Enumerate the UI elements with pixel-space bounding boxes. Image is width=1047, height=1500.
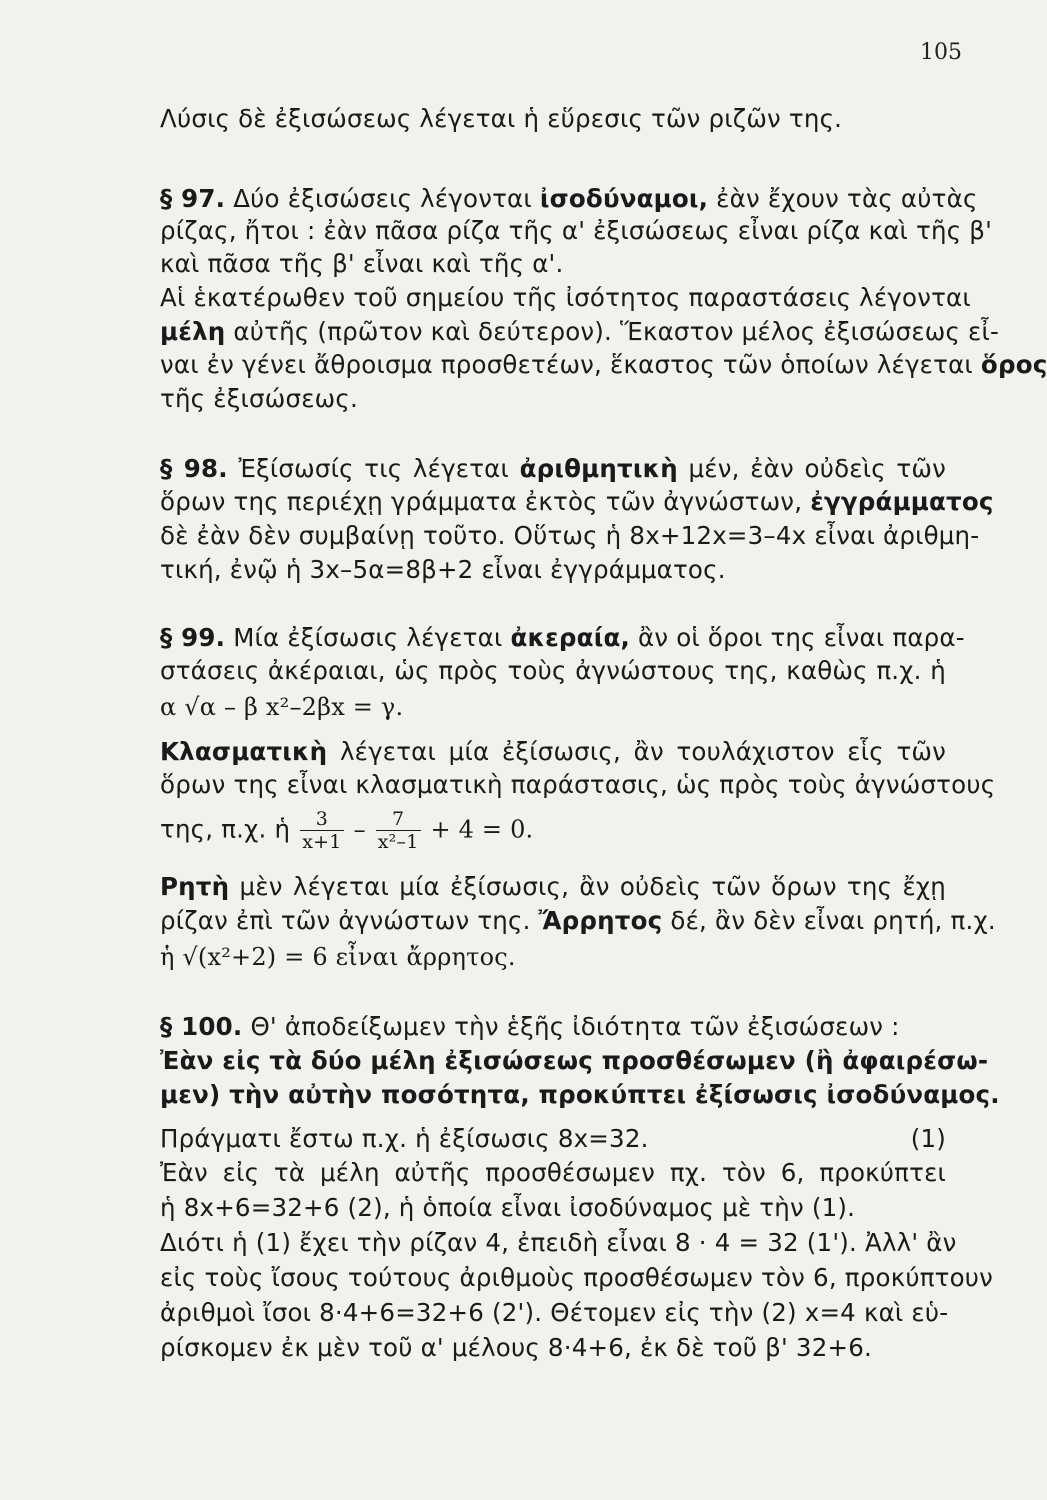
text-line	[160, 737, 946, 767]
fraction-numerator: 3	[315, 808, 329, 830]
text-line: ἀριθμοὶ ἴσοι 8·4+6=32+6 (2'). Θέτομεν εἰς τὴν (2) x=4 καὶ εὑ-	[160, 1298, 949, 1327]
text-span: ἐὰν ἔχουν τὰς αὐτὰς	[716, 184, 978, 213]
theorem-line: Ἐὰν εἰς τὰ δύο μέλη ἐξισώσεως προσθέσωμεν (ἢ ἀφαιρέσω-	[160, 1046, 989, 1075]
text-line	[160, 487, 994, 517]
term-bold: ἰσοδύναμοι,	[539, 184, 709, 213]
text-line: στάσεις ἀκέραιαι, ὡς πρὸς τοὺς ἀγνώστους της, καθὼς π.χ. ἡ	[160, 656, 946, 685]
text-span: δέ, ἂν δὲν εἶναι ρητή, π.χ.	[670, 906, 996, 935]
term-bold: ἀκεραία,	[510, 623, 630, 652]
term-bold: Κλασματικὴ	[160, 737, 328, 766]
text-line	[160, 317, 1000, 347]
fraction	[376, 808, 421, 853]
equation-line: ἡ √(x²+2) = 6 εἶναι ἄρρητος.	[160, 943, 516, 971]
section-marker: § 98.	[160, 454, 228, 483]
text-line	[160, 350, 1047, 380]
text-span: Μία ἐξίσωσις λέγεται	[233, 623, 503, 652]
text-line: ρίσκομεν ἐκ μὲν τοῦ α' μέλους 8·4+6, ἐκ δὲ τοῦ β' 32+6.	[160, 1333, 873, 1362]
text-span: Θ' ἀποδείξωμεν τὴν ἑξῆς ἰδιότητα τῶν ἐξισώσεων :	[250, 1012, 900, 1041]
section-marker: § 97.	[160, 184, 226, 213]
equation-tag: (1)	[910, 1124, 946, 1153]
text-line	[160, 184, 978, 214]
text-line: εἰς τοὺς ἴσους τούτους ἀριθμοὺς προσθέσωμεν τὸν 6, προκύπτουν	[160, 1263, 994, 1292]
term-bold: ὅρος	[980, 350, 1047, 379]
minus-sign: –	[353, 815, 366, 844]
text-span: μὲν λέγεται μία ἐξίσωσις, ἂν οὐδεὶς τῶν ὅρων της ἔχῃ	[239, 872, 946, 901]
equation-line	[160, 808, 946, 868]
text-line	[160, 872, 946, 902]
text-span: ὅρων της περιέχῃ γράμματα ἐκτὸς τῶν ἀγνώστων,	[160, 487, 803, 516]
term-bold: Ἄρρητος	[538, 906, 663, 935]
term-bold: μέλη	[160, 317, 226, 346]
text-span: της, π.χ. ἡ	[160, 814, 291, 844]
text-line	[160, 623, 965, 653]
text-span: Πράγματι ἔστω π.χ. ἡ ἐξίσωσις 8x=32.	[160, 1124, 649, 1153]
fraction-denominator: x+1	[302, 831, 342, 853]
text-line: Αἱ ἑκατέρωθεν τοῦ σημείου τῆς ἰσότητος παραστάσεις λέγονται	[160, 283, 971, 312]
text-line	[160, 1124, 946, 1154]
text-span: ναι ἐν γένει ἄθροισμα προσθετέων, ἕκαστος τῶν ὁποίων λέγεται	[160, 350, 973, 379]
text-line: τική, ἐνῷ ἡ 3x–5α=8β+2 εἶναι ἐγγράμματος.	[160, 555, 726, 584]
text-line: τῆς ἐξισώσεως.	[160, 384, 358, 413]
text-span: λέγεται μία ἐξίσωσις, ἂν τουλάχιστον εἷς τῶν	[339, 737, 946, 766]
page-number: 105	[920, 40, 962, 65]
term-bold: Ρητὴ	[160, 872, 230, 901]
term-bold: ἀριθμητικὴ	[519, 454, 678, 483]
text-line: ἡ 8x+6=32+6 (2), ἡ ὁποία εἶναι ἰσοδύναμος μὲ τὴν (1).	[160, 1193, 856, 1222]
text-line: Ἐὰν εἰς τὰ μέλη αὐτῆς προσθέσωμεν πχ. τὸν 6, προκύπτει	[160, 1158, 946, 1187]
text-line: Λύσις δὲ ἐξισώσεως λέγεται ἡ εὕρεσις τῶν ριζῶν της.	[160, 104, 843, 133]
text-line	[160, 1012, 946, 1042]
equation-line: α √α – β x²–2βx = γ.	[160, 693, 404, 721]
text-span: μέν, ἐὰν οὐδεὶς τῶν	[688, 454, 946, 483]
text-span: ἂν οἱ ὅροι της εἶναι παρα-	[637, 623, 965, 652]
fraction-denominator: x²–1	[377, 831, 419, 853]
text-line: δὲ ἐὰν δὲν συμβαίνῃ τοῦτο. Οὕτως ἡ 8x+12x=3–4x εἶναι ἀριθμη-	[160, 521, 980, 550]
fraction	[300, 808, 343, 853]
fraction-numerator: 7	[391, 808, 405, 830]
theorem-line: μεν) τὴν αὐτὴν ποσότητα, προκύπτει ἐξίσωσις ἰσοδύναμος.	[160, 1080, 1000, 1109]
text-line	[160, 906, 996, 936]
text-line: Διότι ἡ (1) ἔχει τὴν ρίζαν 4, ἐπειδὴ εἶναι 8 · 4 = 32 (1'). Ἀλλ' ἂν	[160, 1228, 957, 1257]
section-marker: § 99.	[160, 623, 226, 652]
text-span: ρίζαν ἐπὶ τῶν ἀγνώστων της.	[160, 906, 531, 935]
section-marker: § 100.	[160, 1012, 243, 1041]
text-span: Δύο ἐξισώσεις λέγονται	[233, 184, 532, 213]
text-span: Ἐξίσωσίς τις λέγεται	[238, 454, 509, 483]
text-line: ὅρων της εἶναι κλασματικὴ παράστασις, ὡς πρὸς τοὺς ἀγνώστους	[160, 770, 996, 799]
text-span: αὐτῆς (πρῶτον καὶ δεύτερον). Ἕκαστον μέλος ἐξισώσεως εἶ-	[233, 317, 1000, 346]
text-line: ρίζας, ἤτοι : ἐὰν πᾶσα ρίζα τῆς α' ἐξισώσεως εἶναι ρίζα καὶ τῆς β'	[160, 216, 993, 245]
equation-tail: + 4 = 0.	[430, 815, 534, 844]
term-bold: ἐγγράμματος	[810, 487, 994, 516]
text-line: καὶ πᾶσα τῆς β' εἶναι καὶ τῆς α'.	[160, 249, 564, 278]
text-line	[160, 454, 946, 484]
